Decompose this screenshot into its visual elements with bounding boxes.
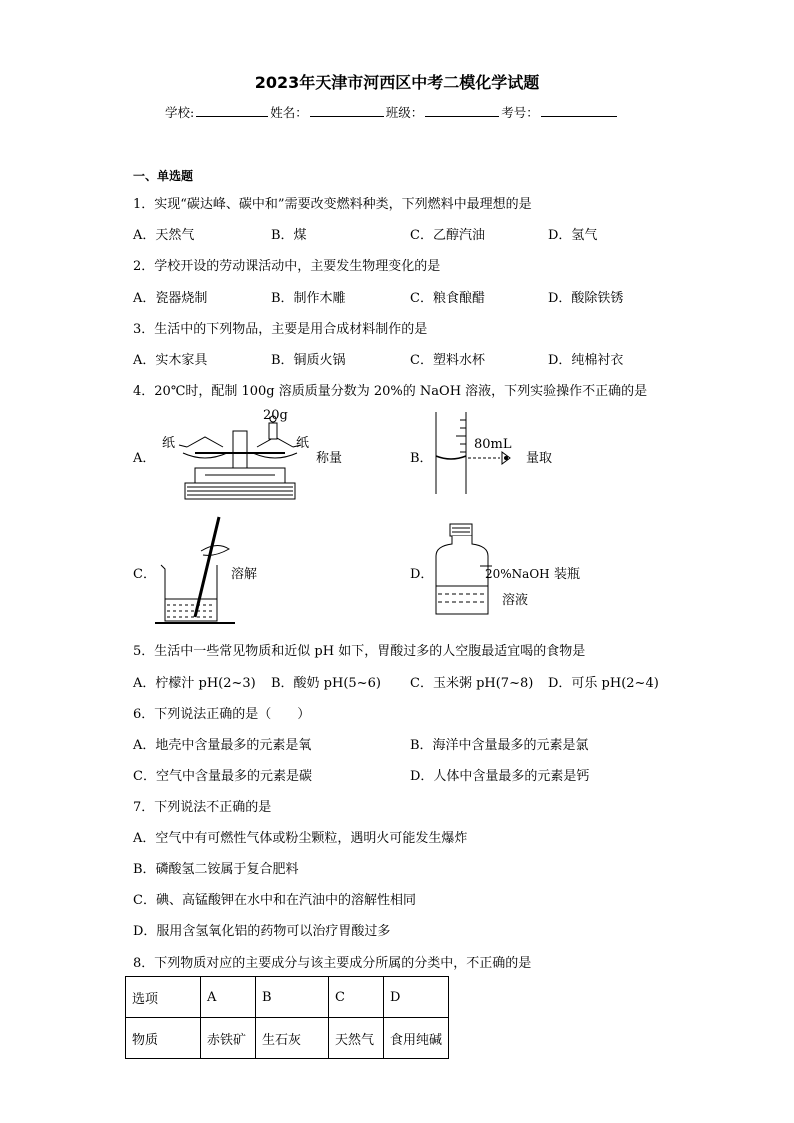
question-option: A． [133,451,156,466]
question-option: C．粮食酿醋 [410,291,485,306]
question-option: B．煤 [271,228,307,243]
question-option: D．人体中含量最多的元素是钙 [410,769,590,784]
exam-number-label: 考号： [501,105,539,120]
question-option: C． [133,567,156,582]
bottle-label: 20%NaOH [485,567,550,581]
table-row [126,1018,449,1059]
class-field[interactable] [425,104,499,117]
question-stem: 8．下列物质对应的主要成分与该主要成分所属的分类中，不正确的是 [133,956,532,971]
weighing-caption: 称量 [316,451,343,466]
dissolving-caption: 溶解 [231,567,258,582]
student-info-line [165,103,619,121]
question-option: A．柠檬汁 pH(2~3) [133,676,256,691]
table-cell: B [256,977,329,1018]
table-cell: D [384,977,449,1018]
table-cell: C [329,977,384,1018]
table-cell: 赤铁矿 [201,1018,256,1059]
class-label: 班级： [385,105,424,120]
table-cell: 食用纯碱 [384,1018,449,1059]
page-title: 2023年天津市河西区中考二模化学试题 [254,73,540,92]
table-cell: 生石灰 [256,1018,329,1059]
question-option: A．天然气 [133,228,195,243]
question-stem: 4．20℃时，配制 100g 溶质质量分数为 20%的 NaOH 溶液，下列实验操作不正确的是 [133,384,648,399]
question-option: B．酸奶 pH(5~6) [271,676,381,691]
question-stem: 2．学校开设的劳动课活动中，主要发生物理变化的是 [133,259,441,274]
table-cell: A [201,977,256,1018]
question-option: A．空气中有可燃性气体或粉尘颗粒，遇明火可能发生爆炸 [133,831,468,846]
question-option: C．玉米粥 pH(7~8) [410,676,534,691]
question-option: B．铜质火锅 [271,353,346,368]
question-option: A．地壳中含量最多的元素是氧 [133,738,312,753]
table-cell: 选项 [126,977,201,1018]
question-option: D． [410,567,434,582]
question-option: B．磷酸氢二铵属于复合肥料 [133,862,299,877]
weight-label: 20g [263,408,288,423]
question-option: A．瓷器烧制 [133,291,208,306]
table-cell: 天然气 [329,1018,384,1059]
reagent-bottle-figure [432,522,492,617]
question-option: B．海洋中含量最多的元素是氯 [410,738,589,753]
question-option: C．乙醇汽油 [410,228,485,243]
question-option: D．酸除铁锈 [548,291,624,306]
question-option: C．碘、高锰酸钾在水中和在汽油中的溶解性相同 [133,893,416,908]
question-option: A．实木家具 [133,353,208,368]
question-option: B．制作木雕 [271,291,346,306]
question-option: D．氢气 [548,228,598,243]
balance-figure [165,405,315,505]
question-option: C．塑料水杯 [410,353,485,368]
school-field[interactable] [196,104,268,117]
solution-caption: 溶液 [502,593,529,608]
paper-label-right: 纸 [296,436,310,451]
question-option: B． [410,451,433,466]
bottling-caption: 装瓶 [554,567,581,582]
question-stem: 3．生活中的下列物品，主要是用合成材料制作的是 [133,322,428,337]
classification-table [125,976,449,1059]
question-stem: 7．下列说法不正确的是 [133,800,272,815]
question-stem: 5．生活中一些常见物质和近似 pH 如下，胃酸过多的人空腹最适宜喝的食物是 [133,644,586,659]
volume-label: 80mL [474,437,512,452]
measuring-caption: 量取 [526,451,553,466]
exam-number-field[interactable] [541,104,617,117]
cylinder-figure [430,412,530,497]
question-option: D．纯棉衬衣 [548,353,624,368]
question-option: D．服用含氢氧化铝的药物可以治疗胃酸过多 [133,924,391,939]
paper-label-left: 纸 [162,436,176,451]
question-option: D．可乐 pH(2~4) [548,676,659,691]
table-row [126,977,449,1018]
question-stem: 1．实现“碳达峰、碳中和”需要改变燃料种类，下列燃料中最理想的是 [133,197,532,212]
name-label: 姓名： [270,105,308,120]
question-option: C．空气中含量最多的元素是碳 [133,769,312,784]
beaker-figure [155,515,235,625]
question-stem: 6．下列说法正确的是（ ） [133,707,311,722]
section-title: 一、单选题 [133,169,194,183]
name-field[interactable] [310,104,384,117]
school-label: 学校: [165,105,195,120]
table-cell: 物质 [126,1018,201,1059]
